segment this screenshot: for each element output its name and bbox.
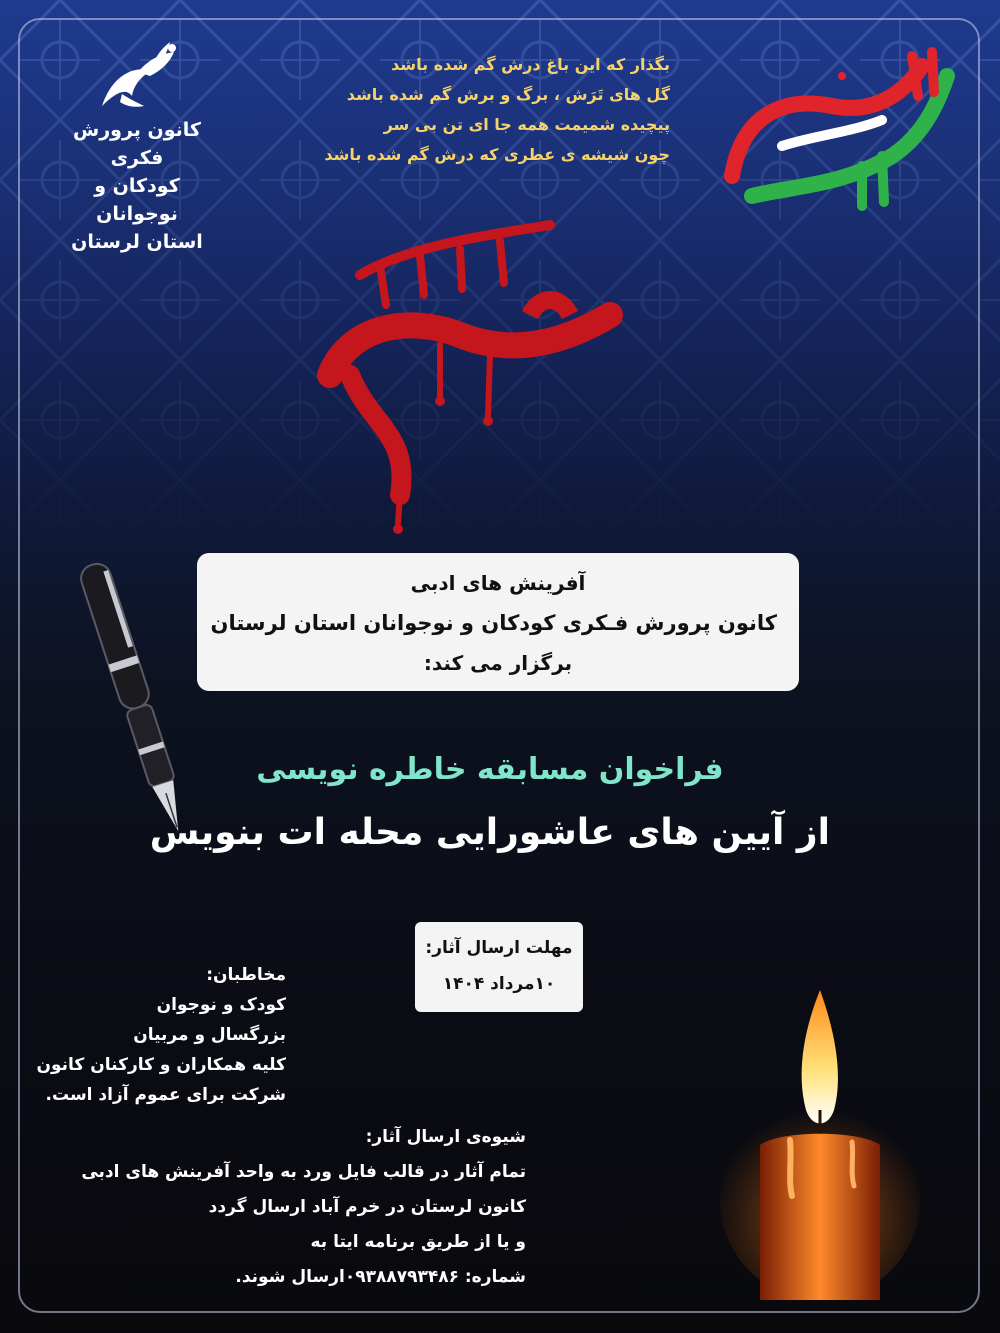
submission-title: شیوه‌ی ارسال آثار: (365, 1127, 526, 1147)
poem-line-1: بگذار که این باغ درش گم شده باشد (391, 55, 670, 74)
organizer-info-box (197, 553, 799, 691)
info-line-1: آفرینش های ادبی (410, 571, 586, 595)
info-line-3: برگزار می کند: (423, 651, 573, 675)
poem (300, 50, 670, 170)
submission-line-2: کانون لرستان در خرم آباد ارسال گردد (208, 1197, 526, 1217)
audience-title: مخاطبان: (206, 965, 286, 985)
submission-line-1: تمام آثار در قالب فایل ورد به واحد آفرینش های ادبی (81, 1162, 526, 1182)
logo-line-3: استان لرستان (71, 231, 203, 253)
logo-line-2: کودکان و نوجوانان (94, 175, 180, 225)
audience-line-1: کودک و نوجوان (156, 995, 286, 1015)
iran-hussain-emblem-icon (722, 36, 962, 212)
audience-line-2: بزرگسال و مربیان (133, 1025, 286, 1045)
bird-logo-icon (82, 36, 192, 116)
logo-line-1: کانون پرورش فکری (73, 119, 201, 169)
fountain-pen-icon (60, 548, 210, 848)
candle-icon (720, 960, 920, 1300)
deadline-label: مهلت ارسال آثار: (425, 938, 573, 958)
hussain-calligraphy-icon (290, 205, 650, 535)
deadline-box (415, 922, 583, 1012)
poem-line-4: چون شیشه ی عطری که درش گم شده باشد (324, 145, 670, 164)
poem-line-2: گل های تَرَش ، برگ و برش گم شده باشد (346, 85, 670, 104)
submission-line-3: و یا از طریق برنامه ایتا به (310, 1232, 526, 1252)
deadline-date: ۱۰مرداد ۱۴۰۴ (442, 974, 556, 994)
call-subheadline: از آیین های عاشورایی محله ات بنویس (149, 812, 830, 853)
audience-section (36, 960, 286, 1110)
submission-line-4: شماره: ۰۹۳۸۸۷۹۳۴۸۶ارسال شوند. (235, 1267, 526, 1287)
info-line-2: کانون پرورش فـکری کودکان و نوجوانان استان لرستان (210, 611, 777, 635)
poem-line-3: پیچیده شمیمت همه جا ای تن بی سر (383, 115, 670, 134)
call-headline: فراخوان مسابقه خاطره نویسی (256, 752, 724, 787)
kanoon-logo (52, 36, 222, 256)
audience-line-3: کلیه همکاران و کارکنان کانون (36, 1055, 286, 1075)
audience-line-4: شرکت برای عموم آزاد است. (45, 1085, 286, 1105)
submission-section (36, 1120, 526, 1295)
